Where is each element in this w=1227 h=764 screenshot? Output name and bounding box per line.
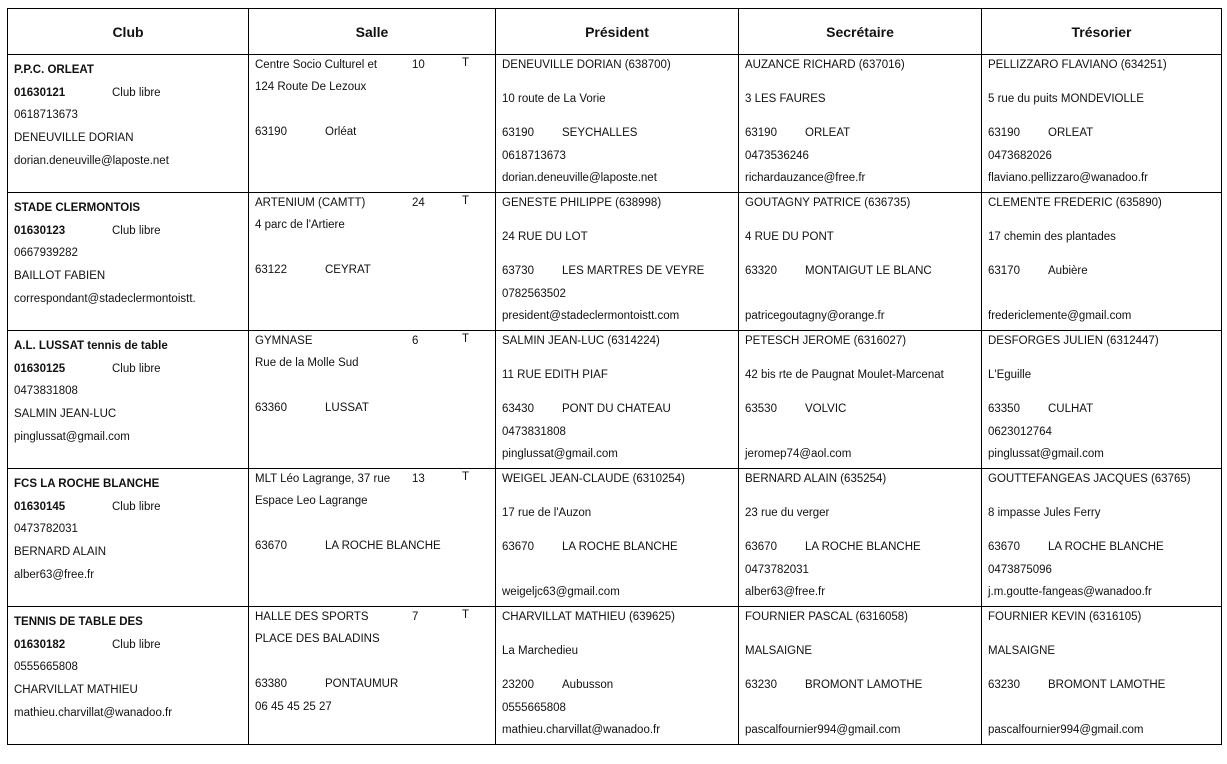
salle-cell <box>249 607 496 745</box>
president-address: 24 RUE DU LOT <box>502 231 588 243</box>
salle-city: LUSSAT <box>325 402 369 414</box>
club-contact: SALMIN JEAN-LUC <box>14 408 117 420</box>
tresorier-address: L'Eguille <box>988 369 1032 381</box>
club-type: Club libre <box>112 225 161 237</box>
president-city: Aubusson <box>562 679 614 691</box>
secretaire-cell <box>739 331 982 469</box>
salle-number: 6 <box>412 335 419 347</box>
president-city: LES MARTRES DE VEYRE <box>562 265 705 277</box>
salle-name: Centre Socio Culturel et <box>255 59 378 71</box>
salle-address: 4 parc de l'Artiere <box>255 219 345 231</box>
header-tresorier: Trésorier <box>982 9 1222 55</box>
president-phone: 0473831808 <box>502 426 566 438</box>
club-cell <box>8 331 249 469</box>
president-email: pinglussat@gmail.com <box>502 448 618 460</box>
header-president: Président <box>496 9 739 55</box>
secretaire-address: 4 RUE DU PONT <box>745 231 834 243</box>
header-row <box>8 9 1222 55</box>
tresorier-postcode: 63230 <box>988 679 1020 691</box>
president-cell <box>496 331 739 469</box>
tresorier-phone: 0473682026 <box>988 150 1052 162</box>
salle-postcode: 63380 <box>255 678 287 690</box>
tresorier-email: pinglussat@gmail.com <box>988 448 1104 460</box>
club-phone: 0473831808 <box>14 385 78 397</box>
tresorier-postcode: 63190 <box>988 127 1020 139</box>
tresorier-address: MALSAIGNE <box>988 645 1056 657</box>
salle-postcode: 63122 <box>255 264 287 276</box>
header-club: Club <box>8 9 249 55</box>
tresorier-name: CLEMENTE FREDERIC (635890) <box>988 197 1162 209</box>
secretaire-email: pascalfournier994@gmail.com <box>745 724 901 736</box>
club-name: P.P.C. ORLEAT <box>14 64 94 76</box>
president-postcode: 63730 <box>502 265 534 277</box>
table-row <box>8 607 1222 745</box>
tresorier-address: 8 impasse Jules Ferry <box>988 507 1101 519</box>
tresorier-city: LA ROCHE BLANCHE <box>1048 541 1164 553</box>
club-code: 01630145 <box>14 501 66 513</box>
salle-address: Espace Leo Lagrange <box>255 495 368 507</box>
secretaire-postcode: 63190 <box>745 127 777 139</box>
tresorier-name: FOURNIER KEVIN (6316105) <box>988 611 1142 623</box>
salle-name: ARTENIUM (CAMTT) <box>255 197 366 209</box>
club-email: dorian.deneuville@laposte.net <box>14 155 169 167</box>
tresorier-phone: 0623012764 <box>988 426 1052 438</box>
president-email: mathieu.charvillat@wanadoo.fr <box>502 724 661 736</box>
club-email: pinglussat@gmail.com <box>14 431 130 443</box>
president-name: WEIGEL JEAN-CLAUDE (6310254) <box>502 473 686 485</box>
salle-city: Orléat <box>325 126 357 138</box>
president-cell <box>496 607 739 745</box>
salle-city: CEYRAT <box>325 264 371 276</box>
president-address: 11 RUE EDITH PIAF <box>502 369 608 381</box>
tresorier-email: j.m.goutte-fangeas@wanadoo.fr <box>988 586 1152 598</box>
tresorier-email: flaviano.pellizzaro@wanadoo.fr <box>988 172 1148 184</box>
club-phone: 0618713673 <box>14 109 78 121</box>
club-contact: BAILLOT FABIEN <box>14 270 106 282</box>
secretaire-city: BROMONT LAMOTHE <box>805 679 923 691</box>
tresorier-cell <box>982 469 1222 607</box>
secretaire-phone: 0473536246 <box>745 150 809 162</box>
salle-postcode: 63360 <box>255 402 287 414</box>
tresorier-city: ORLEAT <box>1048 127 1094 139</box>
secretaire-city: ORLEAT <box>805 127 851 139</box>
secretaire-cell <box>739 607 982 745</box>
secretaire-city: MONTAIGUT LE BLANC <box>805 265 932 277</box>
president-phone: 0782563502 <box>502 288 566 300</box>
salle-cell <box>249 331 496 469</box>
tresorier-email: fredericlemente@gmail.com <box>988 310 1132 322</box>
secretaire-name: BERNARD ALAIN (635254) <box>745 473 887 485</box>
clubs-table <box>7 8 1222 745</box>
salle-number: 10 <box>412 59 425 71</box>
secretaire-city: LA ROCHE BLANCHE <box>805 541 921 553</box>
secretaire-phone: 0473782031 <box>745 564 809 576</box>
salle-postcode: 63670 <box>255 540 287 552</box>
salle-number: 7 <box>412 611 419 623</box>
secretaire-email: richardauzance@free.fr <box>745 172 866 184</box>
secretaire-name: PETESCH JEROME (6316027) <box>745 335 907 347</box>
salle-name: MLT Léo Lagrange, 37 rue <box>255 473 391 485</box>
tresorier-city: CULHAT <box>1048 403 1094 415</box>
secretaire-cell <box>739 193 982 331</box>
club-email: mathieu.charvillat@wanadoo.fr <box>14 707 173 719</box>
club-type: Club libre <box>112 87 161 99</box>
club-type: Club libre <box>112 363 161 375</box>
tresorier-postcode: 63170 <box>988 265 1020 277</box>
club-phone: 0473782031 <box>14 523 78 535</box>
club-type: Club libre <box>112 639 161 651</box>
club-name: STADE CLERMONTOIS <box>14 202 141 214</box>
tresorier-postcode: 63350 <box>988 403 1020 415</box>
salle-number: 24 <box>412 197 425 209</box>
salle-type: T <box>462 333 470 345</box>
secretaire-city: VOLVIC <box>805 403 847 415</box>
secretaire-address: 3 LES FAURES <box>745 93 826 105</box>
tresorier-city: Aubière <box>1048 265 1088 277</box>
club-code: 01630123 <box>14 225 66 237</box>
tresorier-cell <box>982 331 1222 469</box>
table-row <box>8 193 1222 331</box>
salle-cell <box>249 193 496 331</box>
salle-number: 13 <box>412 473 425 485</box>
club-cell <box>8 55 249 193</box>
secretaire-cell <box>739 469 982 607</box>
club-phone: 0555665808 <box>14 661 78 673</box>
president-email: dorian.deneuville@laposte.net <box>502 172 657 184</box>
secretaire-name: FOURNIER PASCAL (6316058) <box>745 611 908 623</box>
president-address: La Marchedieu <box>502 645 579 657</box>
salle-cell <box>249 469 496 607</box>
president-email: weigeljc63@gmail.com <box>502 586 620 598</box>
salle-city: PONTAUMUR <box>325 678 399 690</box>
tresorier-name: DESFORGES JULIEN (6312447) <box>988 335 1159 347</box>
president-city: PONT DU CHATEAU <box>562 403 671 415</box>
tresorier-address: 17 chemin des plantades <box>988 231 1116 243</box>
secretaire-address: 42 bis rte de Paugnat Moulet-Marcenat <box>745 369 944 381</box>
salle-type: T <box>462 57 470 69</box>
president-postcode: 63430 <box>502 403 534 415</box>
salle-name: HALLE DES SPORTS <box>255 611 369 623</box>
salle-address: 124 Route De Lezoux <box>255 81 367 93</box>
president-address: 10 route de La Vorie <box>502 93 606 105</box>
secretaire-name: AUZANCE RICHARD (637016) <box>745 59 905 71</box>
president-postcode: 23200 <box>502 679 534 691</box>
club-email: alber63@free.fr <box>14 569 95 581</box>
club-cell <box>8 607 249 745</box>
president-postcode: 63670 <box>502 541 534 553</box>
club-name: TENNIS DE TABLE DES <box>14 616 143 628</box>
club-code: 01630125 <box>14 363 66 375</box>
tresorier-email: pascalfournier994@gmail.com <box>988 724 1144 736</box>
club-name: A.L. LUSSAT tennis de table <box>14 340 168 352</box>
tresorier-cell <box>982 55 1222 193</box>
secretaire-postcode: 63320 <box>745 265 777 277</box>
president-cell <box>496 55 739 193</box>
table-row <box>8 469 1222 607</box>
salle-name: GYMNASE <box>255 335 313 347</box>
club-name: FCS LA ROCHE BLANCHE <box>14 478 160 490</box>
tresorier-cell <box>982 193 1222 331</box>
salle-address: Rue de la Molle Sud <box>255 357 359 369</box>
president-name: SALMIN JEAN-LUC (6314224) <box>502 335 660 347</box>
tresorier-address: 5 rue du puits MONDEVIOLLE <box>988 93 1144 105</box>
salle-cell <box>249 55 496 193</box>
tresorier-city: BROMONT LAMOTHE <box>1048 679 1166 691</box>
president-name: GENESTE PHILIPPE (638998) <box>502 197 662 209</box>
club-type: Club libre <box>112 501 161 513</box>
tresorier-postcode: 63670 <box>988 541 1020 553</box>
salle-type: T <box>462 195 470 207</box>
secretaire-email: jeromep74@aol.com <box>745 448 852 460</box>
table-row <box>8 55 1222 193</box>
salle-type: T <box>462 471 470 483</box>
president-cell <box>496 193 739 331</box>
club-cell <box>8 469 249 607</box>
table-row <box>8 331 1222 469</box>
club-code: 01630182 <box>14 639 66 651</box>
secretaire-cell <box>739 55 982 193</box>
president-phone: 0555665808 <box>502 702 566 714</box>
club-cell <box>8 193 249 331</box>
secretaire-email: patricegoutagny@orange.fr <box>745 310 885 322</box>
secretaire-email: alber63@free.fr <box>745 586 826 598</box>
salle-type: T <box>462 609 470 621</box>
secretaire-postcode: 63670 <box>745 541 777 553</box>
president-city: SEYCHALLES <box>562 127 638 139</box>
president-city: LA ROCHE BLANCHE <box>562 541 678 553</box>
tresorier-name: GOUTTEFANGEAS JACQUES (63765) <box>988 473 1191 485</box>
secretaire-name: GOUTAGNY PATRICE (636735) <box>745 197 911 209</box>
salle-city: LA ROCHE BLANCHE <box>325 540 441 552</box>
secretaire-address: 23 rue du verger <box>745 507 830 519</box>
secretaire-postcode: 63230 <box>745 679 777 691</box>
tresorier-phone: 0473875096 <box>988 564 1052 576</box>
salle-phone: 06 45 45 25 27 <box>255 701 332 713</box>
secretaire-address: MALSAIGNE <box>745 645 813 657</box>
club-contact: DENEUVILLE DORIAN <box>14 132 134 144</box>
tresorier-cell <box>982 607 1222 745</box>
president-email: president@stadeclermontoistt.com <box>502 310 680 322</box>
secretaire-postcode: 63530 <box>745 403 777 415</box>
club-email: correspondant@stadeclermontoistt. <box>14 293 196 305</box>
salle-postcode: 63190 <box>255 126 287 138</box>
club-contact: BERNARD ALAIN <box>14 546 107 558</box>
salle-address: PLACE DES BALADINS <box>255 633 380 645</box>
header-secretaire: Secrétaire <box>739 9 982 55</box>
club-phone: 0667939282 <box>14 247 78 259</box>
president-name: DENEUVILLE DORIAN (638700) <box>502 59 671 71</box>
president-address: 17 rue de l'Auzon <box>502 507 592 519</box>
club-code: 01630121 <box>14 87 66 99</box>
club-contact: CHARVILLAT MATHIEU <box>14 684 138 696</box>
president-postcode: 63190 <box>502 127 534 139</box>
header-salle: Salle <box>249 9 496 55</box>
president-name: CHARVILLAT MATHIEU (639625) <box>502 611 675 623</box>
tresorier-name: PELLIZZARO FLAVIANO (634251) <box>988 59 1167 71</box>
president-cell <box>496 469 739 607</box>
president-phone: 0618713673 <box>502 150 566 162</box>
